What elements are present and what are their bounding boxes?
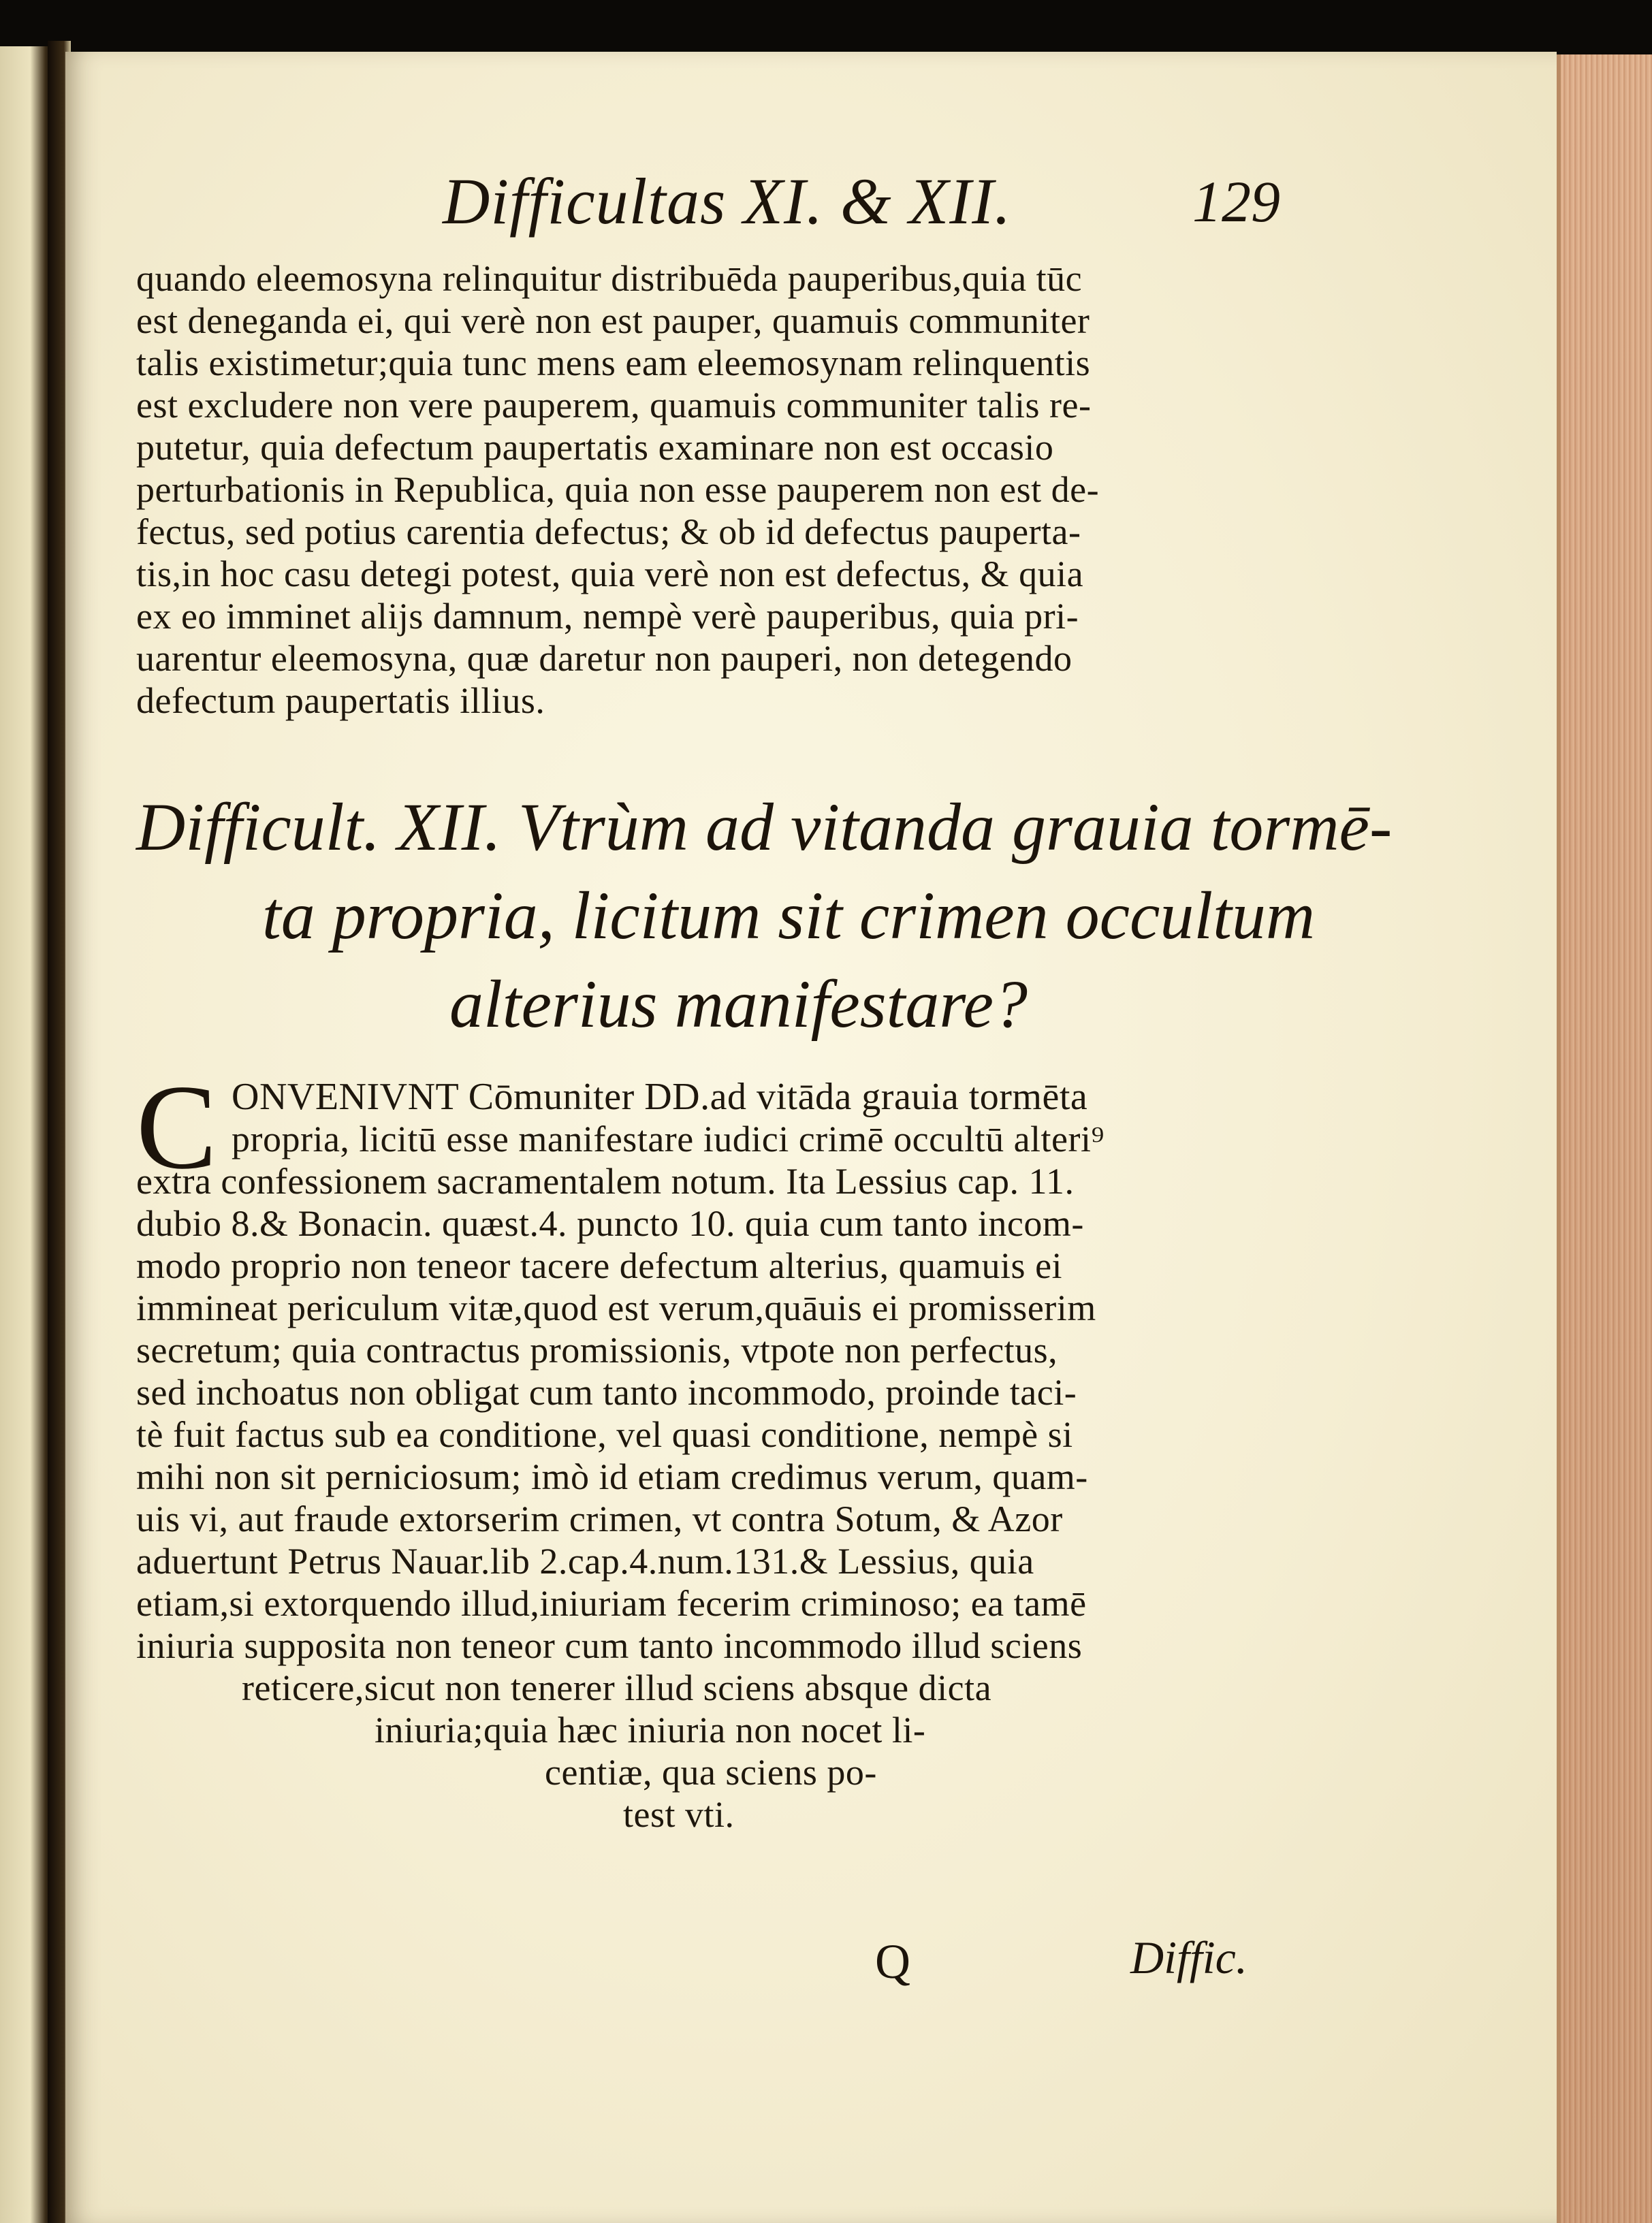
text-line: test vti. [623, 1794, 735, 1835]
text-line: putetur, quia defectum paupertatis examinare non est occasio [136, 427, 1054, 468]
heading-line: alterius manifestare? [449, 966, 1028, 1042]
text-line: modo proprio non teneor tacere defectum alterius, quamuis ei [136, 1245, 1063, 1286]
text-line: immineat periculum vitæ,quod est verum,quāuis ei promisserim [136, 1288, 1096, 1328]
text-line: secretum; quia contractus promissionis, vtpote non perfectus, [136, 1330, 1058, 1371]
text-line: defectum paupertatis illius. [136, 680, 545, 721]
drop-cap: C [136, 1059, 217, 1194]
text-line: mihi non sit perniciosum; imò id etiam credimus verum, quam- [136, 1456, 1088, 1497]
catchword: Diffic. [1130, 1932, 1248, 1983]
heading-line: Difficult. XII. Vtrùm ad vitanda grauia tormē- [136, 789, 1393, 865]
text-line: uarentur eleemosyna, quæ daretur non pauperi, non detegendo [136, 638, 1073, 679]
heading-line: ta propria, licitum sit crimen occultum [262, 878, 1316, 953]
text-line: tis,in hoc casu detegi potest, quia verè non est defectus, & quia [136, 554, 1084, 594]
paragraph-continued [136, 257, 1099, 722]
text-line: est excludere non vere pauperem, quamuis communiter talis re- [136, 385, 1092, 426]
text-line: ONVENIVNT Cōmuniter DD.ad vitāda grauia tormēta [232, 1076, 1088, 1118]
text-line: iniuria;quia hæc iniuria non nocet li- [375, 1710, 926, 1750]
text-line: extra confessionem sacramentalem notum. Ita Lessius cap. 11. [136, 1161, 1075, 1202]
text-line: fectus, sed potius carentia defectus; & ob id defectus pauperta- [136, 511, 1081, 552]
text-line: propria, licitū esse manifestare iudici crimē occultū alteri⁹ [232, 1119, 1105, 1160]
running-head: Difficultas XI. & XII. [443, 165, 1012, 238]
text-line: talis existimetur;quia tunc mens eam eleemosynam relinquentis [136, 342, 1091, 383]
text-line: centiæ, qua sciens po- [545, 1752, 877, 1793]
text-line: est deneganda ei, qui verè non est pauper, quamuis communiter [136, 300, 1090, 341]
text-line: ex eo imminet alijs damnum, nempè verè pauperibus, quia pri- [136, 596, 1079, 637]
signature-mark: Q [875, 1934, 910, 1989]
text-line: perturbationis in Republica, quia non esse pauperem non est de- [136, 469, 1100, 510]
page-number: 129 [1192, 169, 1280, 234]
section-heading [136, 783, 1393, 1049]
text-line: quando eleemosyna relinquitur distribuēda pauperibus,quia tūc [136, 258, 1083, 299]
text-line: aduertunt Petrus Nauar.lib 2.cap.4.num.131.& Lessius, quia [136, 1541, 1034, 1582]
page-fore-edge [1557, 54, 1652, 2223]
text-line: dubio 8.& Bonacin. quæst.4. puncto 10. quia cum tanto incom- [136, 1203, 1084, 1244]
text-line: reticere,sicut non tenerer illud sciens absque dicta [242, 1667, 992, 1708]
text-line: sed inchoatus non obligat cum tanto incommodo, proinde taci- [136, 1372, 1077, 1413]
page-header [381, 163, 1280, 245]
facing-page-edge [0, 46, 50, 2223]
text-line: etiam,si extorquendo illud,iniuriam fecerim criminoso; ea tamē [136, 1583, 1087, 1624]
text-line: iniuria supposita non teneor cum tanto incommodo illud sciens [136, 1625, 1083, 1666]
text-line: tè fuit factus sub ea conditione, vel quasi conditione, nempè si [136, 1414, 1073, 1455]
paragraph-main [136, 1076, 1105, 1836]
text-line: uis vi, aut fraude extorserim crimen, vt contra Sotum, & Azor [136, 1499, 1063, 1539]
